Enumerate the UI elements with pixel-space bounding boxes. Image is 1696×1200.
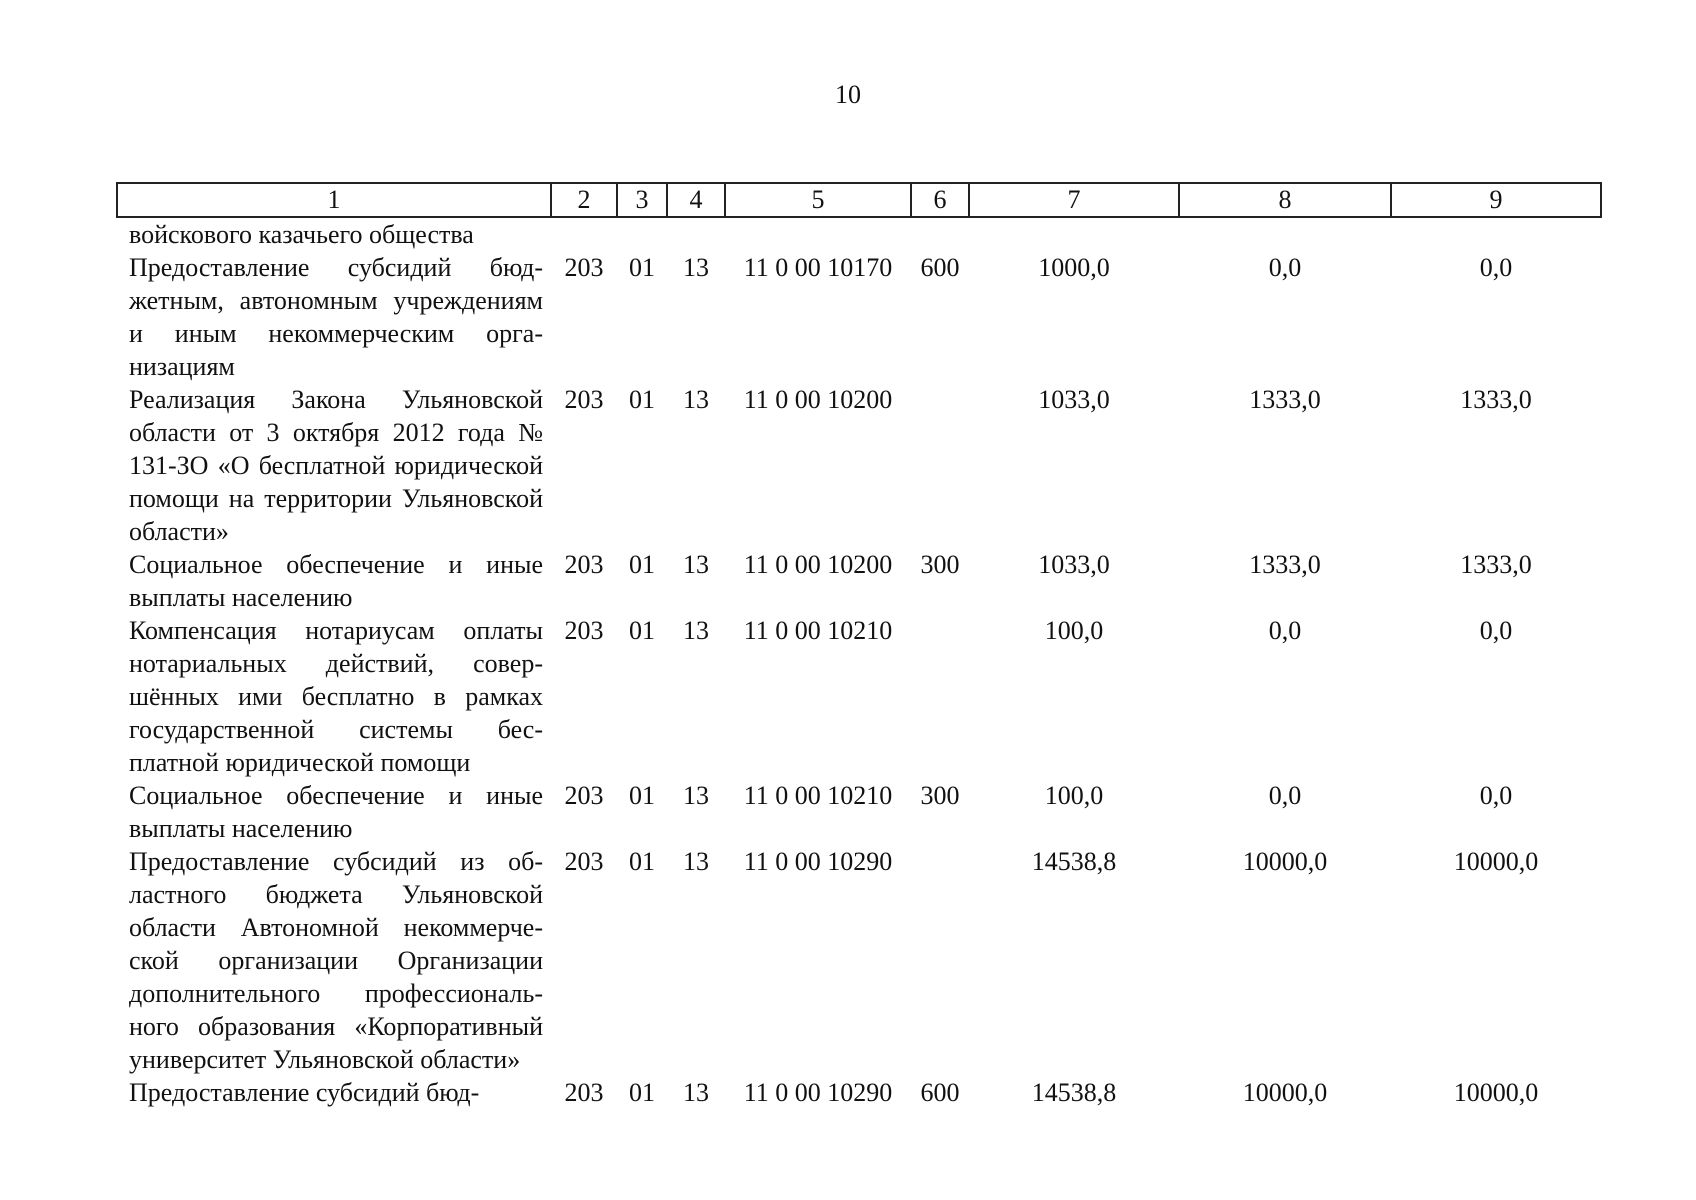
row-description: Предоставление субсидий из областного бюджета Ульяновской области Автономной некоммерческой организации Организации дополнительного профессионального образования «Корпоративный университет Ульяновской области» [129, 847, 543, 1074]
cell-col5: 11 0 00 10200 [743, 550, 893, 579]
cell-col6 [911, 845, 969, 1076]
row-description: Предоставление субсидий бюд- [129, 1078, 480, 1107]
cell-col9: 1333,0 [1460, 550, 1532, 579]
cell-col7 [969, 217, 1179, 251]
cell-col8 [1179, 217, 1391, 251]
cell-col6: 600 [920, 253, 960, 282]
column-header-7: 7 [969, 183, 1179, 217]
column-header-5: 5 [725, 183, 911, 217]
cell-col8: 10000,0 [1242, 847, 1328, 876]
cell-col4: 13 [683, 847, 709, 876]
column-header-9: 9 [1391, 183, 1601, 217]
cell-col3: 01 [629, 616, 655, 645]
cell-col8: 1333,0 [1249, 550, 1321, 579]
cell-col5: 11 0 00 10290 [743, 1078, 893, 1107]
cell-col7: 1033,0 [1038, 385, 1110, 414]
cell-col6 [911, 383, 969, 548]
cell-col5: 11 0 00 10210 [743, 781, 893, 810]
cell-col8: 0,0 [1268, 253, 1302, 282]
cell-col2: 203 [564, 253, 604, 282]
cell-col6 [911, 614, 969, 779]
cell-col5: 11 0 00 10170 [743, 253, 893, 282]
cell-col4: 13 [683, 616, 709, 645]
cell-col4: 13 [683, 781, 709, 810]
table-body [117, 217, 1601, 1109]
cell-col2: 203 [564, 616, 604, 645]
cell-col8: 0,0 [1268, 781, 1302, 810]
cell-col3: 01 [629, 1078, 655, 1107]
cell-col3: 01 [629, 253, 655, 282]
column-header-1: 1 [117, 183, 551, 217]
cell-col3: 01 [629, 550, 655, 579]
cell-col4: 13 [683, 550, 709, 579]
cell-col2: 203 [564, 550, 604, 579]
column-header-4: 4 [667, 183, 725, 217]
cell-col9: 0,0 [1479, 616, 1513, 645]
table-row [117, 251, 1601, 383]
cell-col7: 1033,0 [1038, 550, 1110, 579]
column-header-6: 6 [911, 183, 969, 217]
cell-col2: 203 [564, 1078, 604, 1107]
cell-col3: 01 [629, 385, 655, 414]
cell-col5: 11 0 00 10210 [743, 616, 893, 645]
table-row [117, 548, 1601, 614]
cell-col4 [667, 217, 725, 251]
column-header-8: 8 [1179, 183, 1391, 217]
cell-col3: 01 [629, 781, 655, 810]
cell-col6: 300 [920, 781, 960, 810]
row-description: Предоставление субсидий бюджетным, автономным учреждениям и иным некоммерческим организациям [129, 253, 543, 381]
cell-col9: 0,0 [1479, 253, 1513, 282]
cell-col9: 10000,0 [1453, 847, 1539, 876]
cell-col2 [551, 217, 617, 251]
table-row [117, 614, 1601, 779]
cell-col9: 10000,0 [1453, 1078, 1539, 1107]
table-row [117, 779, 1601, 845]
cell-col6: 300 [920, 550, 960, 579]
cell-col3: 01 [629, 847, 655, 876]
row-description: Реализация Закона Ульяновской области от 3 октября 2012 года № 131-ЗО «О бесплатной юридической помощи на территории Ульяновской области» [129, 385, 543, 546]
table-row [117, 1076, 1601, 1109]
cell-col7: 14538,8 [1031, 1078, 1117, 1107]
cell-col6: 600 [920, 1078, 960, 1107]
cell-col4: 13 [683, 253, 709, 282]
header-row [117, 183, 1601, 217]
cell-col4: 13 [683, 385, 709, 414]
cell-col7: 100,0 [1044, 781, 1104, 810]
table-header [117, 183, 1601, 217]
cell-col7: 100,0 [1044, 616, 1104, 645]
cell-col8: 0,0 [1268, 616, 1302, 645]
row-description: Компенсация нотариусам оплаты нотариальных действий, совершённых ими бесплатно в рамках государственной системы бесплатной юридической помощи [129, 616, 543, 777]
table-row [117, 383, 1601, 548]
cell-col4: 13 [683, 1078, 709, 1107]
row-description: войскового казачьего общества [129, 220, 474, 249]
cell-col5: 11 0 00 10290 [743, 847, 893, 876]
cell-col9: 0,0 [1479, 781, 1513, 810]
cell-col7: 1000,0 [1038, 253, 1110, 282]
page-number: 10 [835, 80, 861, 109]
cell-col6 [911, 217, 969, 251]
column-header-3: 3 [617, 183, 667, 217]
cell-col2: 203 [564, 781, 604, 810]
cell-col3 [617, 217, 667, 251]
column-header-2: 2 [551, 183, 617, 217]
cell-col2: 203 [564, 847, 604, 876]
cell-col2: 203 [564, 385, 604, 414]
cell-col8: 1333,0 [1249, 385, 1321, 414]
cell-col9: 1333,0 [1460, 385, 1532, 414]
cell-col9 [1391, 217, 1601, 251]
table-row [117, 217, 1601, 251]
cell-col7: 14538,8 [1031, 847, 1117, 876]
row-description: Социальное обеспечение и иные выплаты населению [129, 781, 543, 843]
table-row [117, 845, 1601, 1076]
budget-table [116, 182, 1602, 1109]
cell-col5 [725, 217, 911, 251]
cell-col5: 11 0 00 10200 [743, 385, 893, 414]
cell-col8: 10000,0 [1242, 1078, 1328, 1107]
row-description: Социальное обеспечение и иные выплаты населению [129, 550, 543, 612]
